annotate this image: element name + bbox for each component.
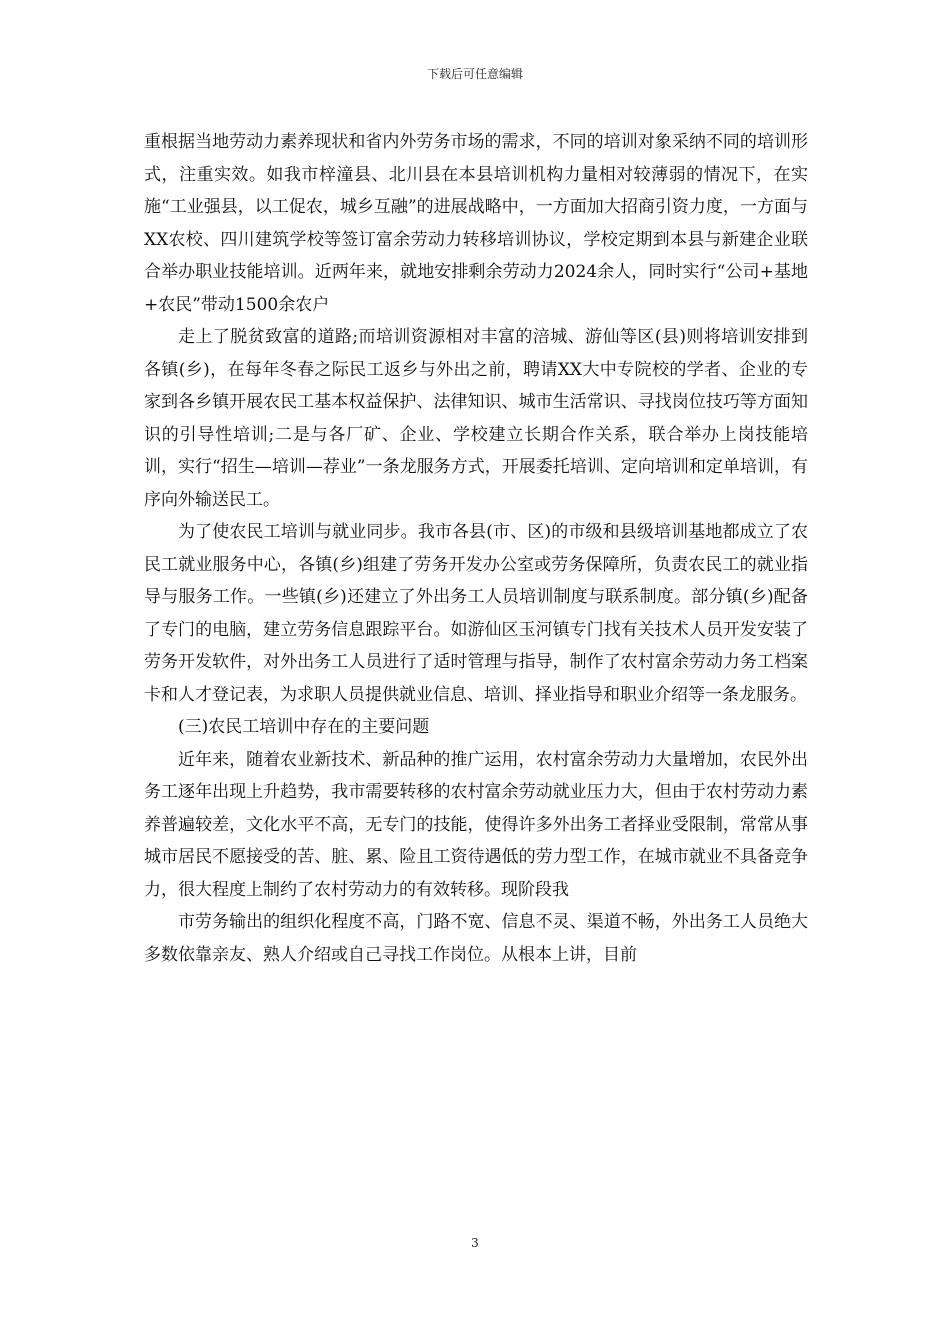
page-number: 3 (471, 1236, 479, 1250)
paragraph: 走上了脱贫致富的道路;而培训资源相对丰富的涪城、游仙等区(县)则将培训安排到各镇(乡)，在每年冬春之际民工返乡与外出之前，聘请XX大中专院校的学者、企业的专家到各乡镇开展农民工基本权益保护、法律知识、城市生活常识、寻找岗位技巧等方面知识的引导性培训;二是与各厂矿、企业、学校建立长期合作关系，联合举办上岗技能培训，实行“招生—培训—荐业”一条龙服务方式，开展委托培训、定向培训和定单培训，有序向外输送民工。 (144, 327, 808, 510)
paragraph: 近年来，随着农业新技术、新品种的推广运用，农村富余劳动力大量增加，农民外出务工逐年出现上升趋势，我市需要转移的农村富余劳动就业压力大，但由于农村劳动力素养普遍较差，文化水平不高，无专门的技能，使得许多外出务工者择业受限制，常常从事城市居民不愿接受的苦、脏、累、险且工资待遇低的劳力型工作，在城市就业不具备竞争力，很大程度上制约了农村劳动力的有效转移。现阶段我 (144, 749, 808, 900)
document-body (144, 126, 808, 971)
paragraph: 为了使农民工培训与就业同步。我市各县(市、区)的市级和县级培训基地都成立了农民工就业服务中心，各镇(乡)组建了劳务开发办公室或劳务保障所，负责农民工的就业指导与服务工作。一些镇(乡)还建立了外出务工人员培训制度与联系制度。部分镇(乡)配备了专门的电脑，建立劳务信息跟踪平台。如游仙区玉河镇专门找有关技术人员开发安装了劳务开发软件，对外出务工人员进行了适时管理与指导，制作了农村富余劳动力务工档案卡和人才登记表，为求职人员提供就业信息、培训、择业指导和职业介绍等一条龙服务。 (144, 522, 808, 705)
section-heading: (三)农民工培训中存在的主要问题 (178, 717, 430, 737)
paragraph: 市劳务输出的组织化程度不高，门路不宽、信息不灵、渠道不畅，外出务工人员绝大多数依靠亲友、熟人介绍或自己寻找工作岗位。从根本上讲，目前 (144, 912, 808, 965)
paragraph: 重根据当地劳动力素养现状和省内外劳务市场的需求，不同的培训对象采纳不同的培训形式，注重实效。如我市梓潼县、北川县在本县培训机构力量相对较薄弱的情况下，在实施“工业强县，以工促农，城乡互融”的进展战略中，一方面加大招商引资力度，一方面与XX农校、四川建筑学校等签订富余劳动力转移培训协议，学校定期到本县与新建企业联合举办职业技能培训。近两年来，就地安排剩余劳动力2024余人，同时实行“公司+基地+农民”带动1500余农户 (144, 132, 808, 315)
page-header: 下载后可任意编辑 (426, 67, 523, 81)
